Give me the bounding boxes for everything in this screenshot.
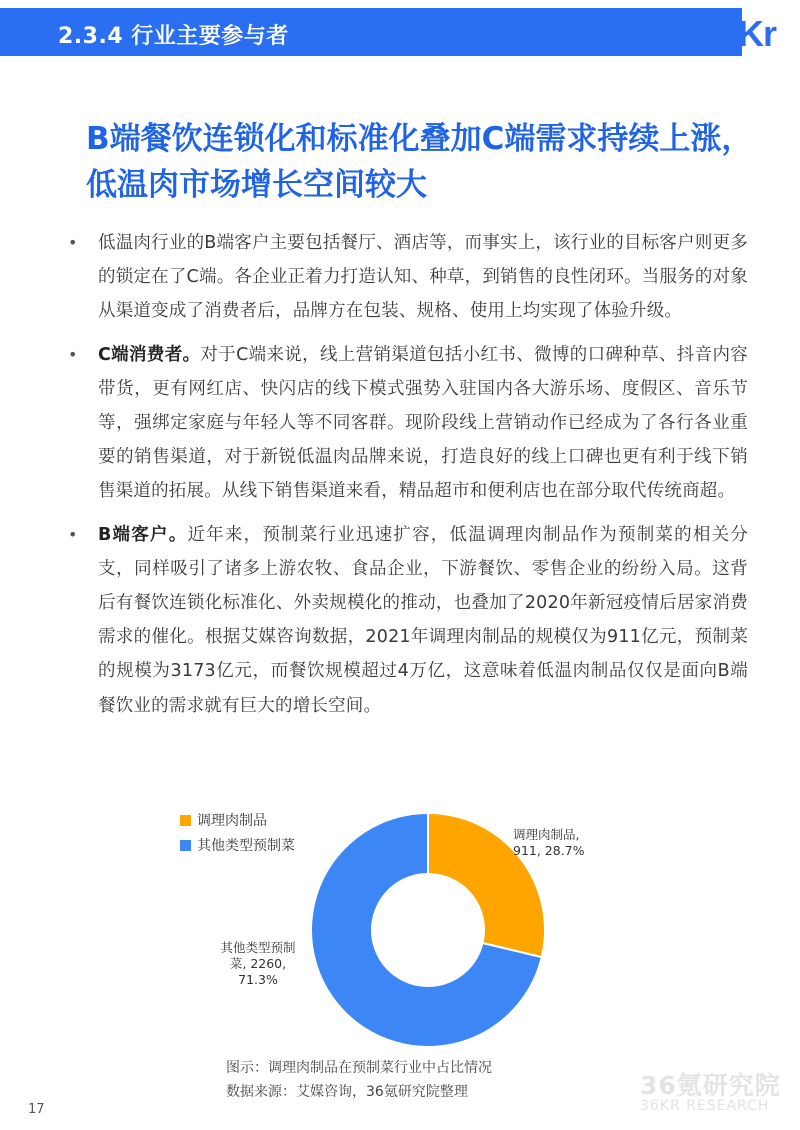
bullet-body: 低温肉行业的B端客户主要包括餐厅、酒店等，而事实上，该行业的目标客户则更多的锁定在了C端。各企业正着力打造认知、种草，到销售的良性闭环。当服务的对象从渠道变成了消费者后，品牌方在包装、规格、使用上均实现了体验升级。 [98, 233, 748, 322]
donut-slices [311, 813, 545, 1047]
legend-label-0: 调理肉制品 [197, 813, 267, 829]
bullet-icon: • [68, 524, 78, 544]
section-title: 2.3.4 行业主要参与者 [58, 24, 289, 49]
bullet-body: 近年来，预制菜行业迅速扩容，低温调理肉制品作为预制菜的相关分支，同样吸引了诸多上游农牧、食品企业，下游餐饮、零售企业的纷纷入局。这背后有餐饮连锁化标准化、外卖规模化的推动，也叠加了2020年新冠疫情后居家消费需求的催化。根据艾媒咨询数据，2021年调理肉制品的规模仅为911亿元，预制菜的规模为3173亿元，而餐饮规模超过4万亿，这意味着低温肉制品仅仅是面向B端餐饮业的需求就有巨大的增长空间。 [98, 524, 748, 716]
bullet-body: 对于C端来说，线上营销渠道包括小红书、微博的口碑种草、抖音内容带货，更有网红店、快闪店的线下模式强势入驻国内各大游乐场、度假区、音乐节等，强绑定家庭与年轻人等不同客群。现阶段线上营销动作已经成为了各行各业重要的销售渠道，对于新锐低温肉品牌来说，打造良好的线上口碑也更有利于线下销售渠道的拓展。从线下销售渠道来看，精品超市和便利店也在部分取代传统商超。 [98, 344, 749, 502]
slice-label-0-line-1: 调理肉制品, [513, 827, 580, 842]
donut-chart [170, 805, 630, 1055]
slice-label-1-line-1: 其他类型预制 [220, 940, 296, 955]
headline-line-1: B端餐饮连锁化和标准化叠加C端需求持续上涨， [86, 121, 753, 157]
slice-label-1-line-2: 菜, 2260, [229, 956, 287, 971]
data-source: 数据来源：艾媒咨询，36氪研究院整理 [226, 1084, 468, 1100]
headline-line-2: 低温肉市场增长空间较大 [86, 167, 427, 203]
bullet-icon: • [68, 344, 78, 364]
bullet-lead: B端客户。 [98, 524, 188, 545]
bullet-icon: • [68, 233, 78, 252]
legend-swatch-0 [180, 815, 191, 826]
bullet-lead: C端消费者。 [98, 344, 201, 365]
legend-swatch-1 [180, 840, 191, 851]
bullet-text [98, 338, 748, 509]
figure-title: 图示：调理肉制品在预制菜行业中占比情况 [226, 1060, 492, 1076]
bullet-item [68, 226, 748, 329]
bullet-item [68, 338, 748, 509]
slice-label-0-line-2: 911, 28.7% [513, 843, 585, 858]
page-number: 17 [28, 1102, 45, 1117]
bullet-list [68, 226, 748, 732]
watermark-en: 36KR RESEARCH [640, 1098, 770, 1114]
36kr-logo [694, 6, 800, 56]
chart-legend [180, 813, 295, 854]
slice-label-1 [220, 940, 295, 987]
section-header-bar [0, 8, 742, 56]
slice-label-1-line-3: 71.3% [238, 972, 278, 987]
logo-text: 36Kr [700, 13, 777, 54]
figure-caption [226, 1056, 492, 1104]
headline [86, 116, 776, 208]
bullet-text [98, 226, 748, 329]
slice-label-0 [513, 827, 585, 858]
watermark-cn: 36氪研究院 [640, 1071, 781, 1100]
bullet-item [68, 518, 748, 723]
legend-label-1: 其他类型预制菜 [197, 838, 295, 854]
bullet-text [98, 518, 748, 723]
